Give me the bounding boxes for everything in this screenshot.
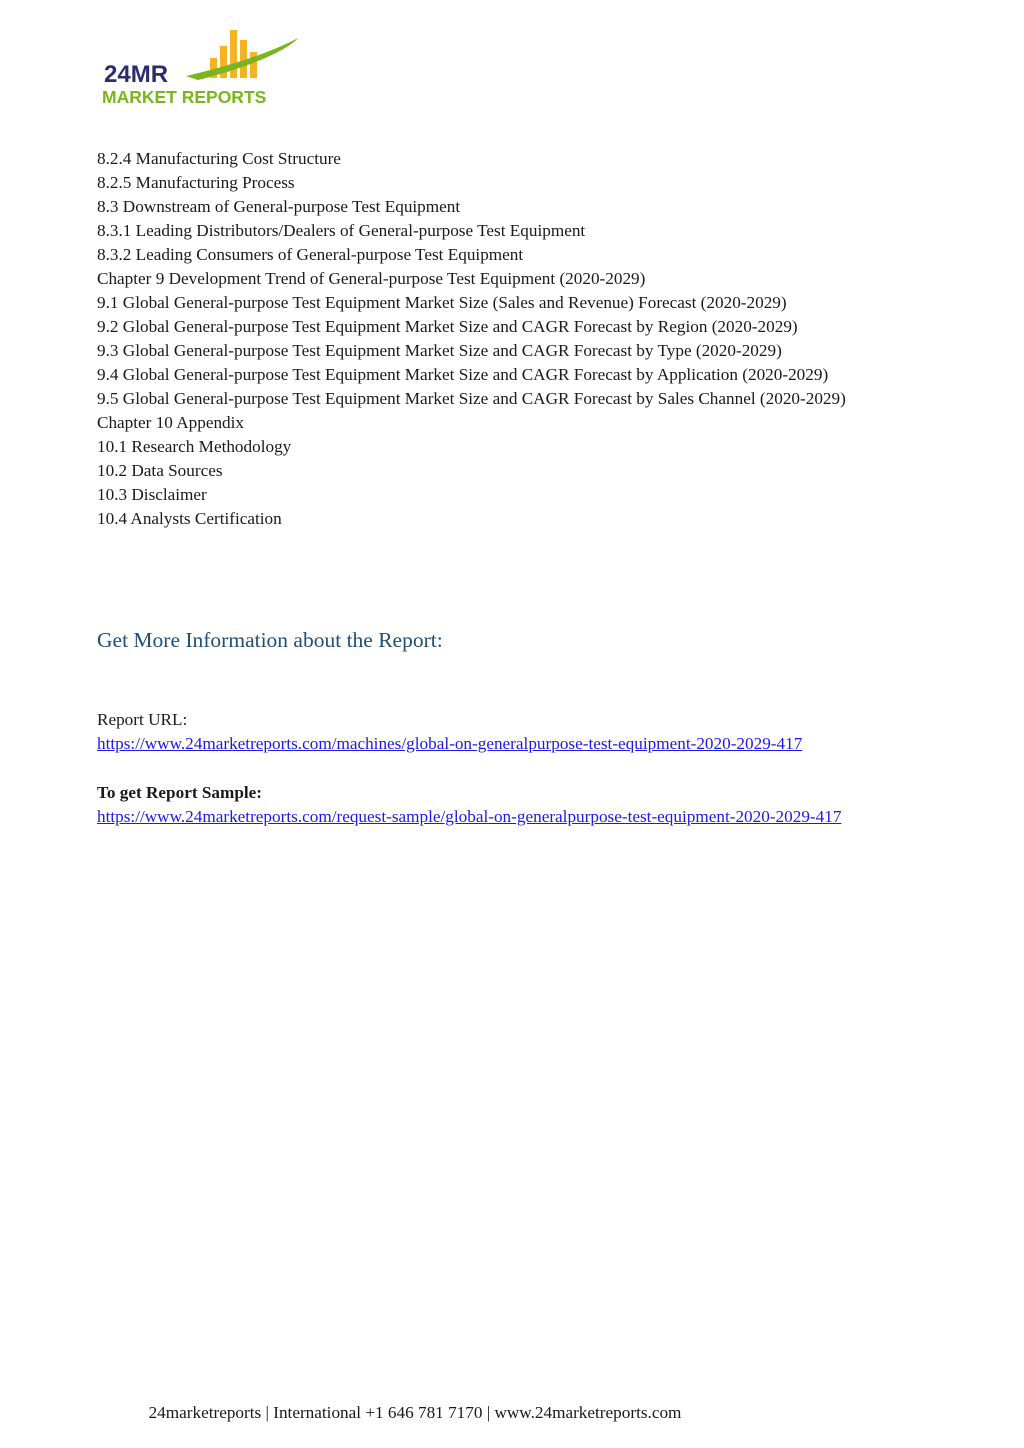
toc-item: 8.2.5 Manufacturing Process (97, 173, 295, 192)
report-url-block (97, 708, 802, 756)
toc-item: 10.2 Data Sources (97, 461, 223, 480)
toc-item: 9.3 Global General-purpose Test Equipment Market Size and CAGR Forecast by Type (2020-2029) (97, 341, 782, 360)
toc-item: Chapter 10 Appendix (97, 413, 245, 432)
toc-item: 9.2 Global General-purpose Test Equipment Market Size and CAGR Forecast by Region (2020-2029) (97, 317, 798, 336)
toc-item: 9.5 Global General-purpose Test Equipment Market Size and CAGR Forecast by Sales Channel (2020-2029) (97, 389, 846, 408)
more-info-heading: Get More Information about the Report: (97, 628, 443, 652)
toc-item: 9.4 Global General-purpose Test Equipment Market Size and CAGR Forecast by Application (2020-2029) (97, 365, 829, 384)
table-of-contents (97, 147, 977, 531)
toc-item: 8.3.2 Leading Consumers of General-purpose Test Equipment (97, 245, 524, 264)
svg-text:MARKET REPORTS: MARKET REPORTS (102, 87, 267, 107)
toc-item: Chapter 9 Development Trend of General-purpose Test Equipment (2020-2029) (97, 269, 646, 288)
toc-item: 10.1 Research Methodology (97, 437, 292, 456)
toc-item: 8.3 Downstream of General-purpose Test Equipment (97, 197, 461, 216)
report-sample-link[interactable]: https://www.24marketreports.com/request-sample/global-on-generalpurpose-test-equipment-2020-2029-417 (97, 807, 842, 826)
svg-text:24MR: 24MR (104, 61, 169, 88)
report-url-link[interactable]: https://www.24marketreports.com/machines/global-on-generalpurpose-test-equipment-2020-2029-417 (97, 734, 803, 753)
toc-item: 8.3.1 Leading Distributors/Dealers of General-purpose Test Equipment (97, 221, 586, 240)
company-logo (98, 26, 308, 108)
toc-item: 9.1 Global General-purpose Test Equipment Market Size (Sales and Revenue) Forecast (2020-2029) (97, 293, 787, 312)
toc-item: 10.4 Analysts Certification (97, 509, 282, 528)
report-sample-block (97, 781, 841, 829)
page-footer: 24marketreports | International +1 646 781 7170 | www.24marketreports.com (148, 1403, 682, 1422)
toc-item: 10.3 Disclaimer (97, 485, 207, 504)
report-sample-label: To get Report Sample: (97, 783, 263, 802)
toc-item: 8.2.4 Manufacturing Cost Structure (97, 149, 341, 168)
report-url-label: Report URL: (97, 710, 188, 729)
